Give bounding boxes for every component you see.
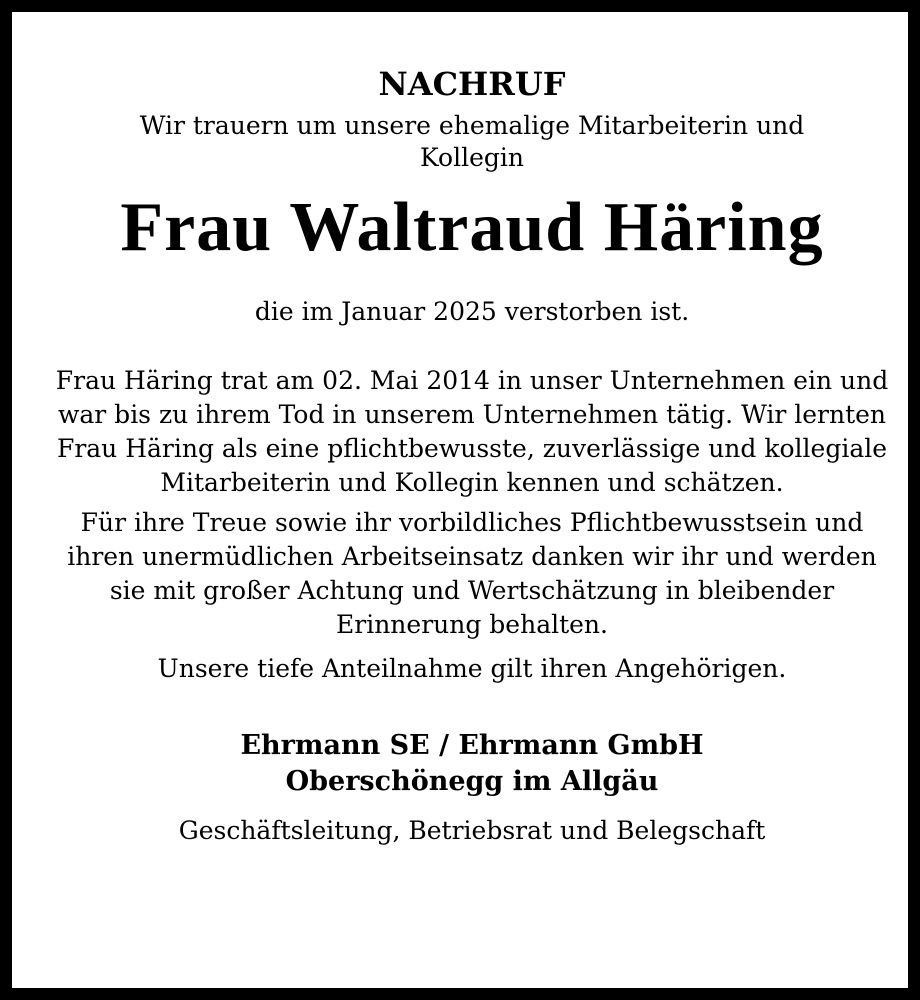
signers-line: Geschäftsleitung, Betriebsrat und Belegschaft xyxy=(178,816,766,845)
company-name: Ehrmann SE / Ehrmann GmbH xyxy=(240,730,704,761)
condolence-line: Unsere tiefe Anteilnahme gilt ihren Angehörigen. xyxy=(157,654,787,683)
deceased-name: Frau Waltraud Häring xyxy=(120,189,824,266)
death-date-line: die im Januar 2025 verstorben ist. xyxy=(254,297,690,326)
company-location: Oberschönegg im Allgäu xyxy=(285,766,659,797)
paragraph-gratitude: Für ihre Treue sowie ihr vorbildliches Pflichtbewusstsein und ihren unermüdlichen Arbeitseinsatz danken wir ihr und werden sie mit großer Achtung und Wertschätzung in bleibender Erinnerung behalten. xyxy=(67,508,877,639)
obituary-content xyxy=(24,24,920,848)
intro-text: Wir trauern um unsere ehemalige Mitarbeiterin und Kollegin xyxy=(139,111,805,172)
paragraph-career: Frau Häring trat am 02. Mai 2014 in unser Unternehmen ein und war bis zu ihrem Tod in unserem Unternehmen tätig. Wir lernten Frau Häring als eine pflichtbewusste, zuverlässige und kollegiale Mitarbeiterin und Kollegin kennen und schätzen. xyxy=(55,366,889,497)
obituary-heading: NACHRUF xyxy=(378,65,566,103)
